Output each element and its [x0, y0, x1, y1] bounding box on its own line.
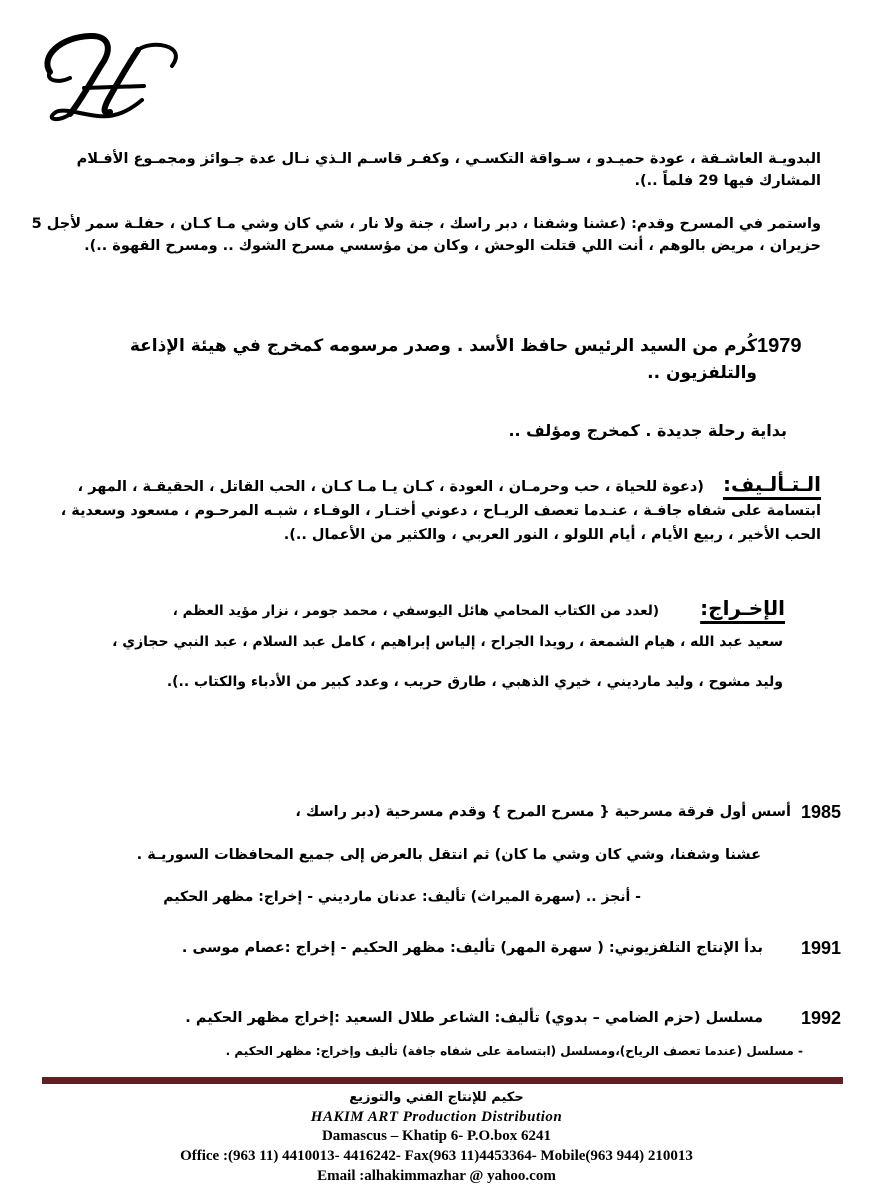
- authorship-list: (دعوة للحياة ، حب وحرمـان ، العودة ، كـان يـا مـا كـان ، الحب القاتل ، الحقيقـة ، المهر ، ابتسامة على شفاه جافـة ، عنـدما تعصف الريـاح ، دعوني أختـار ، الوفـاء ، شبـه المرحـوم ، مسعود وسعدية ، الحب الأخير ، ربيع الأيام ، أيام اللولو ، النور العربي ، والكثير من الأعمال ..).: [60, 479, 821, 543]
- entry-text: أسس أول فرقة مسرحية { مسرح المرح } وقدم مسرحية (دبر راسك ،: [295, 804, 791, 820]
- footer-divider: [42, 1077, 843, 1084]
- timeline-entry-1991: [182, 938, 841, 959]
- journey-line: بداية رحلة جديدة . كمخرج ومؤلف ..: [508, 421, 787, 440]
- year-label: 1985: [800, 802, 841, 822]
- authorship-section: [22, 472, 821, 547]
- directing-heading: الإخـراج:: [700, 596, 785, 620]
- directing-intro: (لعدد من الكتاب المحامي هائل اليوسفي ، محمد جومر ، نزار مؤيد العظم ،: [172, 603, 659, 619]
- entry-text: بدأ الإنتاج التلفزيوني: ( سهرة المهر) تأليف: مظهر الحكيم - إخراج :عصام موسى .: [181, 940, 763, 956]
- timeline-entry-1992: [185, 1008, 841, 1029]
- films-paragraph: البدويـة العاشـقة ، عودة حميـدو ، سـواقة التكسـي ، وكفـر قاسـم الـذي نـال عدة جـوائز ومجمـوع الأفـلام المشارك فيها 29 فلماً ..).: [76, 151, 821, 189]
- year-label: 1979: [757, 335, 802, 357]
- entry-bullet: - أنجز .. (سهرة الميراث) تأليف: عدنان مارديني - إخراج: مظهر الحكيم: [163, 889, 641, 905]
- timeline-entry-1979: [110, 333, 841, 387]
- authorship-heading: الـتـألـيف:: [722, 472, 821, 496]
- company-email: Email :alhakimmazhar @ yahoo.com: [317, 1168, 556, 1184]
- letterhead-footer: [0, 1088, 873, 1186]
- entry-text-continued: عشنا وشفنا، وشي كان وشي ما كان) ثم انتقل بالعرض إلى جميع المحافظات السوريـة .: [136, 847, 761, 863]
- entry-bullet: - مسلسل (عندما تعصف الرياح)،ومسلسل (ابتسامة على شفاه جافة) تأليف وإخراج: مظهر الحكيم .: [225, 1044, 803, 1058]
- company-name-arabic: حكيم للإنتاج الفني والتوزيع: [349, 1090, 524, 1105]
- script-h-monogram-logo: [20, 22, 180, 122]
- company-address: Damascus – Khatip 6- P.O.box 6241: [321, 1128, 552, 1144]
- entry-text: كُرم من السيد الرئيس حافظ الأسد . وصدر مرسومه كمخرج في هيئة الإذاعة والتلفزيون ..: [129, 336, 757, 383]
- logo: [20, 22, 180, 122]
- company-phones: Office :(963 11) 4410013- 4416242- Fax(963 11)4453364- Mobile(963 944) 210013: [180, 1148, 693, 1164]
- directing-list: سعيد عبد الله ، هيام الشمعة ، رويدا الجراح ، إلياس إبراهيم ، كامل عبد السلام ، عبد النبي حجازي ، وليد مشوح ، وليد مارديني ، خيري الذهبي ، طارق حريب ، وعدد كبير من الأدباء والكتاب ..).: [112, 634, 783, 690]
- entry-text: مسلسل (حزم الضامي – بدوي) تأليف: الشاعر طلال السعيد :إخراج مظهر الحكيم .: [185, 1010, 763, 1026]
- year-label: 1991: [800, 938, 841, 958]
- year-label: 1992: [800, 1008, 841, 1028]
- company-brand: HAKIM ART Production Distribution: [310, 1109, 563, 1125]
- theatre-paragraph: واستمر في المسرح وقدم: (عشنا وشفنا ، دبر راسك ، جنة ولا نار ، شي كان وشي مـا كـان ، حفلـة سمر لأجل 5 حزيران ، مريض بالوهم ، أنت اللي قتلت الوحش ، وكان من مؤسسي مسرح الشوك .. ومسرح القهوة ..).: [31, 216, 821, 254]
- timeline-entry-1985: [295, 802, 841, 823]
